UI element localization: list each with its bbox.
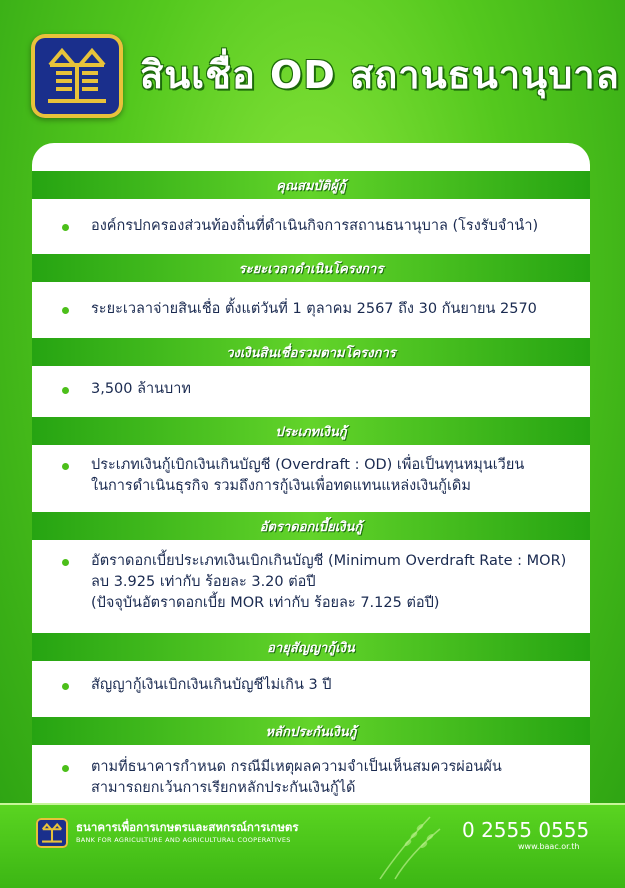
section-qualification xyxy=(32,171,590,254)
bullet-icon xyxy=(62,765,69,772)
section-heading: ประเภทเงินกู้ xyxy=(275,424,347,440)
bullet-icon xyxy=(62,559,69,566)
section-text xyxy=(91,379,191,400)
baac-logo-icon xyxy=(31,34,123,118)
section-heading-bar xyxy=(32,338,590,366)
section-heading: วงเงินสินเชื่อรวมตามโครงการ xyxy=(226,345,396,361)
card-top-spacer xyxy=(32,143,590,171)
text-line: (ปัจจุบันอัตราดอกเบี้ย MOR เท่ากับ ร้อยละ 7.125 ต่อปี) xyxy=(91,595,440,611)
section-body xyxy=(32,366,590,417)
section-text xyxy=(91,455,524,497)
website-link[interactable]: www.baac.or.th xyxy=(518,842,580,851)
bank-name-english: BANK FOR AGRICULTURE AND AGRICULTURAL COOPERATIVES xyxy=(76,836,291,844)
section-body xyxy=(32,540,590,633)
section-loan-type xyxy=(32,417,590,512)
baac-footer-logo-icon xyxy=(36,818,68,848)
bullet-icon xyxy=(62,683,69,690)
section-body xyxy=(32,445,590,512)
text-line: ในการดำเนินธุรกิจ รวมถึงการกู้เงินเพื่อทดแทนแหล่งเงินกู้เดิม xyxy=(91,478,471,494)
section-heading: ระยะเวลาดำเนินโครงการ xyxy=(238,261,384,277)
text-line: สัญญากู้เงินเบิกเงินเกินบัญชีไม่เกิน 3 ปี xyxy=(91,677,332,693)
section-body xyxy=(32,199,590,254)
section-heading-bar xyxy=(32,717,590,745)
section-heading: คุณสมบัติผู้กู้ xyxy=(276,178,346,194)
section-heading-bar xyxy=(32,512,590,540)
text-line: ลบ 3.925 เท่ากับ ร้อยละ 3.20 ต่อปี xyxy=(91,574,316,590)
section-body xyxy=(32,661,590,717)
page-title: สินเชื่อ OD สถานธนานุบาล xyxy=(140,53,620,97)
section-heading-bar xyxy=(32,417,590,445)
section-heading: อัตราดอกเบี้ยเงินกู้ xyxy=(259,519,363,535)
rice-stalk-icon xyxy=(360,809,450,885)
header xyxy=(0,0,625,140)
section-heading-bar xyxy=(32,171,590,199)
info-card xyxy=(32,143,590,803)
section-body xyxy=(32,282,590,338)
section-heading-bar xyxy=(32,254,590,282)
section-heading: หลักประกันเงินกู้ xyxy=(265,724,357,740)
section-credit-limit xyxy=(32,338,590,417)
text-line: ตามที่ธนาคารกำหนด กรณีมีเหตุผลความจำเป็นเห็นสมควรผ่อนผัน xyxy=(91,759,502,775)
text-line: สามารถยกเว้นการเรียกหลักประกันเงินกู้ได้ xyxy=(91,780,356,796)
text-line: องค์กรปกครองส่วนท้องถิ่นที่ดำเนินกิจการสถานธนานุบาล (โรงรับจำนำ) xyxy=(91,218,539,234)
section-text xyxy=(91,216,538,237)
section-heading-bar xyxy=(32,633,590,661)
section-collateral xyxy=(32,717,590,803)
text-line: ระยะเวลาจ่ายสินเชื่อ ตั้งแต่วันที่ 1 ตุลาคม 2567 ถึง 30 กันยายน 2570 xyxy=(91,301,537,317)
contact-phone: 0 2555 0555 xyxy=(462,818,590,842)
footer xyxy=(0,803,625,888)
section-text xyxy=(91,299,537,320)
section-project-period xyxy=(32,254,590,338)
text-line: อัตราดอกเบี้ยประเภทเงินเบิกเกินบัญชี (Minimum Overdraft Rate : MOR) xyxy=(91,553,567,569)
bullet-icon xyxy=(62,307,69,314)
text-line: 3,500 ล้านบาท xyxy=(91,381,191,397)
section-text xyxy=(91,675,332,696)
bullet-icon xyxy=(62,224,69,231)
bank-name-thai: ธนาคารเพื่อการเกษตรและสหกรณ์การเกษตร xyxy=(76,820,299,834)
bullet-icon xyxy=(62,387,69,394)
section-body xyxy=(32,745,590,803)
bullet-icon xyxy=(62,463,69,470)
section-heading: อายุสัญญากู้เงิน xyxy=(267,640,355,656)
section-text xyxy=(91,757,502,799)
text-line: ประเภทเงินกู้เบิกเงินเกินบัญชี (Overdraft : OD) เพื่อเป็นทุนหมุนเวียน xyxy=(91,457,525,473)
section-text xyxy=(91,551,566,614)
section-contract-term xyxy=(32,633,590,717)
section-interest-rate xyxy=(32,512,590,633)
